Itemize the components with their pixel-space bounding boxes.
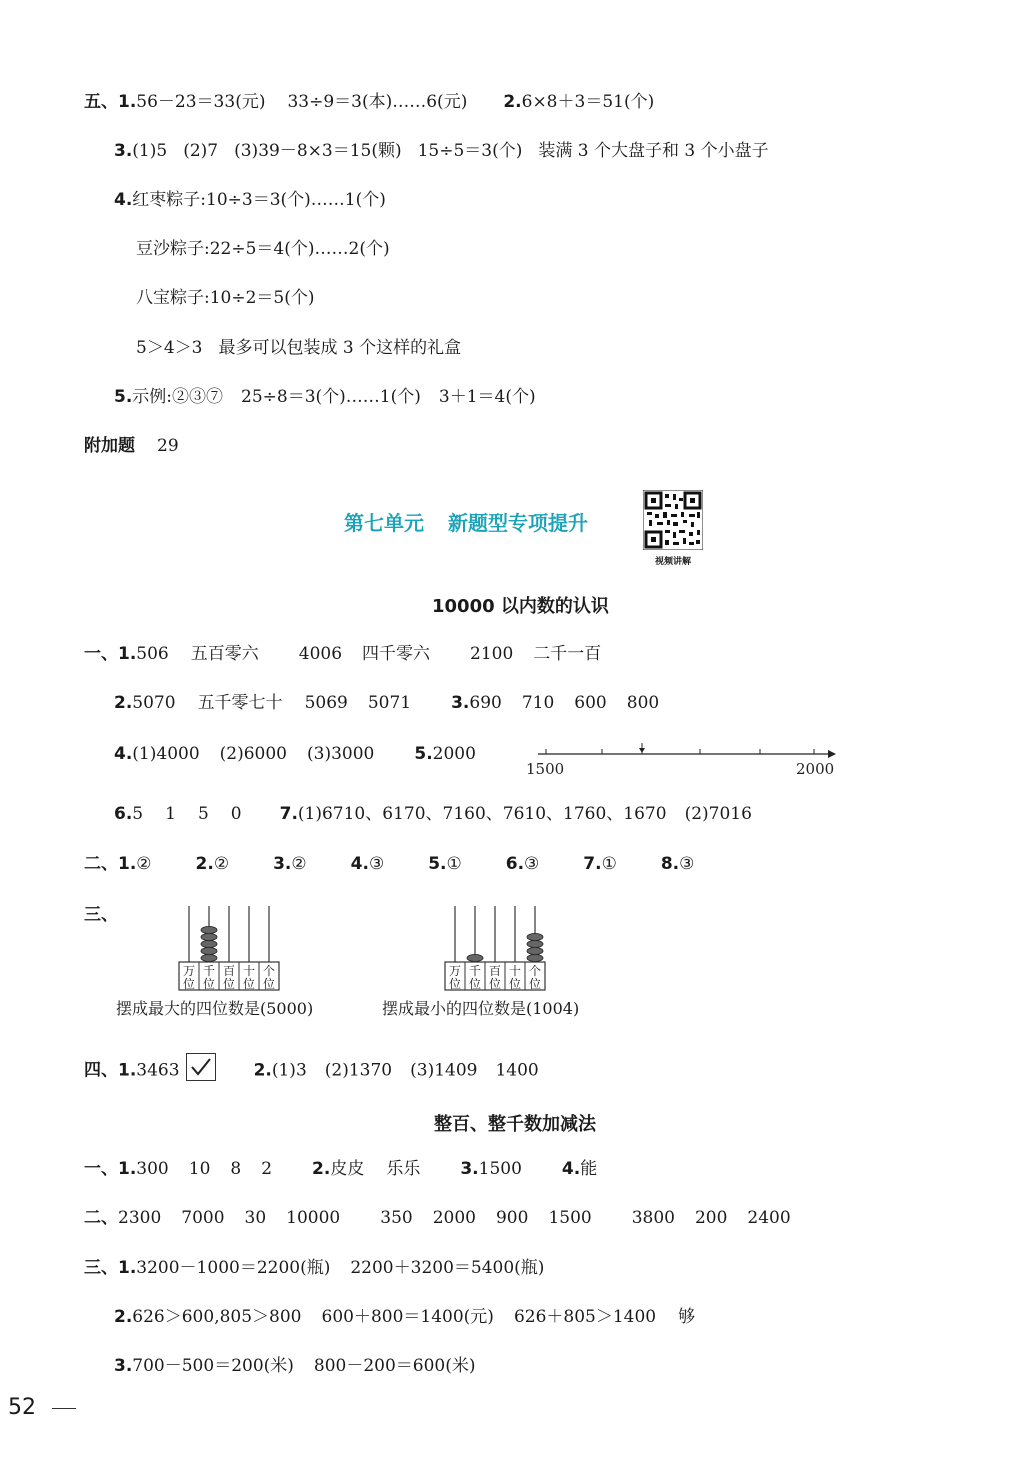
abacus-label: 千 <box>468 964 482 978</box>
p2-line4 <box>114 1305 695 1329</box>
q-num: 3. <box>114 1356 133 1376</box>
q-num: 4. <box>114 744 133 764</box>
answer: 10 <box>188 1159 211 1179</box>
abacus-label: 十 <box>242 964 256 978</box>
q-num: 3. <box>273 854 292 874</box>
answer: 300 <box>136 1159 169 1179</box>
p1-line-4 <box>84 1057 539 1085</box>
q-num: 5. <box>428 854 447 874</box>
answer: 2100 <box>470 644 514 664</box>
answer: 0 <box>230 804 242 824</box>
answer: 3200－1000＝2200(瓶) <box>136 1258 331 1278</box>
abacus-max-caption: 摆成最大的四位数是(5000) <box>116 999 314 1018</box>
abacus-min-caption: 摆成最小的四位数是(1004) <box>382 999 580 1018</box>
answer: 够 <box>678 1307 696 1327</box>
answer: 2400 <box>747 1208 791 1228</box>
answer: 5070 <box>132 693 176 713</box>
q-num: 3. <box>451 693 470 713</box>
s5-line1 <box>84 90 654 114</box>
answer: 6×8＋3＝51(个) <box>521 92 655 112</box>
abacus-label: 位 <box>222 977 236 991</box>
q-num: 一、1. <box>84 644 137 664</box>
answer: 15÷5＝3(个) <box>417 141 523 161</box>
answer: 五百零六 <box>190 644 259 664</box>
q-num: 三、1. <box>84 1258 137 1278</box>
unit-title <box>344 507 588 536</box>
answer: 350 <box>380 1208 413 1228</box>
q-num: 5. <box>414 744 433 764</box>
answer: 10000 <box>286 1208 341 1228</box>
answer: (2)7016 <box>684 804 752 824</box>
answer: 690 <box>469 693 502 713</box>
answer: 3＋1＝4(个) <box>438 387 536 407</box>
q-num: 三、 <box>84 905 118 925</box>
page-number-dash <box>52 1408 76 1409</box>
s5-line5: 八宝粽子:10÷2＝5(个) <box>136 288 315 308</box>
abacus-label: 位 <box>262 977 276 991</box>
q-num: 5. <box>114 387 133 407</box>
q-num: 3. <box>114 141 133 161</box>
answer: 乐乐 <box>386 1159 421 1179</box>
answer: (2)1370 <box>324 1060 393 1081</box>
p1-line4 <box>114 802 752 826</box>
abacus-label: 万 <box>182 964 196 978</box>
answer: ② <box>136 854 152 874</box>
answer: 2300 <box>118 1208 162 1228</box>
q-num: 4. <box>561 1159 581 1179</box>
s5-line4: 豆沙粽子:22÷5＝4(个)……2(个) <box>136 239 390 259</box>
answer: 3463 <box>136 1060 180 1081</box>
abacus-label: 位 <box>508 977 522 991</box>
s5-line2 <box>114 139 769 163</box>
q-num: 4. <box>114 190 133 210</box>
answer: 30 <box>244 1208 267 1228</box>
s5-line3 <box>114 188 386 212</box>
answer: 3800 <box>631 1208 675 1228</box>
answer: 56－23＝33(元) <box>136 92 266 112</box>
p2-line3 <box>84 1256 544 1280</box>
answer: 四千零六 <box>362 644 431 664</box>
answer: 506 <box>136 644 169 664</box>
answer: 1400 <box>495 1060 539 1081</box>
answer: 710 <box>521 693 555 713</box>
answer: 800 <box>626 693 660 713</box>
number-line <box>520 740 840 786</box>
q-num: 2. <box>195 854 214 874</box>
answer: 5071 <box>367 693 412 713</box>
answer: 2 <box>261 1159 273 1179</box>
q-num: 一、1. <box>84 1159 137 1179</box>
answer: (3)1409 <box>410 1060 478 1081</box>
answer: (2)7 <box>183 141 219 161</box>
answer: ③ <box>679 854 695 874</box>
page-number: 52 <box>8 1395 36 1420</box>
answer: ③ <box>524 854 540 874</box>
answer: 4006 <box>298 644 343 664</box>
abacus-label: 位 <box>202 977 216 991</box>
answer: 7000 <box>181 1208 225 1228</box>
answer: (2)6000 <box>219 744 288 764</box>
abacus-label: 个 <box>528 964 542 978</box>
bonus-label: 附加题 <box>84 436 135 456</box>
answer: 五千零七十 <box>197 693 283 713</box>
answer: 33÷9＝3(本)……6(元) <box>287 92 468 112</box>
abacus-label: 万 <box>448 964 462 978</box>
answer: 1 <box>165 804 176 824</box>
answer: 能 <box>580 1159 598 1179</box>
answer: (1)4000 <box>132 744 200 764</box>
q-num: 7. <box>279 804 298 824</box>
section-heading-2: 整百、整千数加减法 <box>434 1114 596 1135</box>
unit-title-a: 第七单元 <box>344 511 424 535</box>
p2-line5 <box>114 1354 476 1378</box>
section-heading-1: 10000 以内数的认识 <box>432 596 609 617</box>
abacus-label: 位 <box>468 977 482 991</box>
bonus-line <box>84 434 179 458</box>
answer: 2000 <box>432 744 476 764</box>
answer: 600＋800＝1400(元) <box>321 1307 494 1327</box>
q-num: 7. <box>583 854 602 874</box>
q-num: 3. <box>460 1159 479 1179</box>
answer: 装满 3 个大盘子和 3 个小盘子 <box>538 141 769 161</box>
abacus-label: 位 <box>448 977 462 991</box>
abacus-label: 百 <box>222 964 236 978</box>
abacus-label: 百 <box>488 964 502 978</box>
abacus-label: 位 <box>488 977 502 991</box>
answer: 800－200＝600(米) <box>313 1356 476 1376</box>
q-num: 8. <box>660 854 680 874</box>
answer: 二千一百 <box>533 644 602 664</box>
answer: 600 <box>574 693 607 713</box>
q-num: 四、1. <box>84 1060 137 1081</box>
answer: 5＞4＞3 <box>136 338 203 358</box>
abacus-label: 位 <box>528 977 542 991</box>
answer: (1)5 <box>132 141 168 161</box>
answer: (1)3 <box>271 1060 307 1081</box>
answer: 626＞600,805＞800 <box>132 1307 302 1327</box>
numline-start-label: 1500 <box>526 760 565 778</box>
q-num: 2. <box>114 1307 133 1327</box>
answer: 5 <box>197 804 209 824</box>
answer: ① <box>446 854 462 874</box>
q-num: 2. <box>114 693 133 713</box>
p1-choice-row <box>84 852 694 876</box>
abacus-label: 个 <box>262 964 276 978</box>
q-num: 2. <box>312 1159 331 1179</box>
answer: 示例:②③⑦ <box>132 387 224 407</box>
answer: (1)6710、6170、7160、7610、1760、1670 <box>297 804 667 824</box>
q-num: 4. <box>350 854 369 874</box>
answer: 1500 <box>478 1159 522 1179</box>
unit-title-b: 新题型专项提升 <box>448 511 588 535</box>
checkmark-icon <box>187 1054 215 1080</box>
q-num: 6. <box>505 854 525 874</box>
p2-line2 <box>84 1206 791 1230</box>
answer: 626＋805＞1400 <box>513 1307 657 1327</box>
p1-line3 <box>114 742 476 766</box>
answer: ② <box>291 854 307 874</box>
answer: 红枣粽子:10÷3＝3(个)……1(个) <box>132 190 386 210</box>
answer: 700－500＝200(米) <box>132 1356 294 1376</box>
answer: 5069 <box>304 693 348 713</box>
bonus-value: 29 <box>157 436 179 456</box>
q-num: 二、 <box>84 1208 118 1228</box>
answer: 8 <box>230 1159 242 1179</box>
answer: 皮皮 <box>330 1159 365 1179</box>
qr-caption: 视频讲解 <box>654 557 691 567</box>
abacus-label: 位 <box>242 977 256 991</box>
p1-line2 <box>114 691 659 715</box>
abacus-max <box>178 902 280 992</box>
answer: 2200＋3200＝5400(瓶) <box>350 1258 545 1278</box>
q-num: 6. <box>114 804 133 824</box>
abacus-label: 十 <box>508 964 522 978</box>
answer: 900 <box>495 1208 529 1228</box>
numline-end-label: 2000 <box>796 760 835 778</box>
s5-line7 <box>114 385 536 409</box>
abacus-label: 千 <box>202 964 216 978</box>
answer: ① <box>601 854 617 874</box>
q-num: 五、1. <box>84 92 137 112</box>
qr-code-icon[interactable] <box>643 490 703 550</box>
answer: ② <box>213 854 230 874</box>
answer: 200 <box>694 1208 728 1228</box>
p1-line1 <box>84 642 601 666</box>
answer: ③ <box>368 854 385 874</box>
p2-line1 <box>84 1157 597 1181</box>
q-num: 2. <box>503 92 522 112</box>
checkbox-checked <box>186 1053 216 1081</box>
answer: 最多可以包装成 3 个这样的礼盒 <box>218 338 462 358</box>
answer: 25÷8＝3(个)……1(个) <box>241 387 421 407</box>
answer: (3)3000 <box>307 744 375 764</box>
abacus-min <box>444 902 546 992</box>
q-num: 2. <box>253 1060 272 1081</box>
s5-line6 <box>136 336 461 360</box>
answer: (3)39－8×3＝15(颗) <box>234 141 402 161</box>
q-num: 二、1. <box>84 854 137 874</box>
abacus-label: 位 <box>182 977 196 991</box>
answer: 2000 <box>432 1208 476 1228</box>
answer: 5 <box>132 804 144 824</box>
answer: 1500 <box>548 1208 592 1228</box>
